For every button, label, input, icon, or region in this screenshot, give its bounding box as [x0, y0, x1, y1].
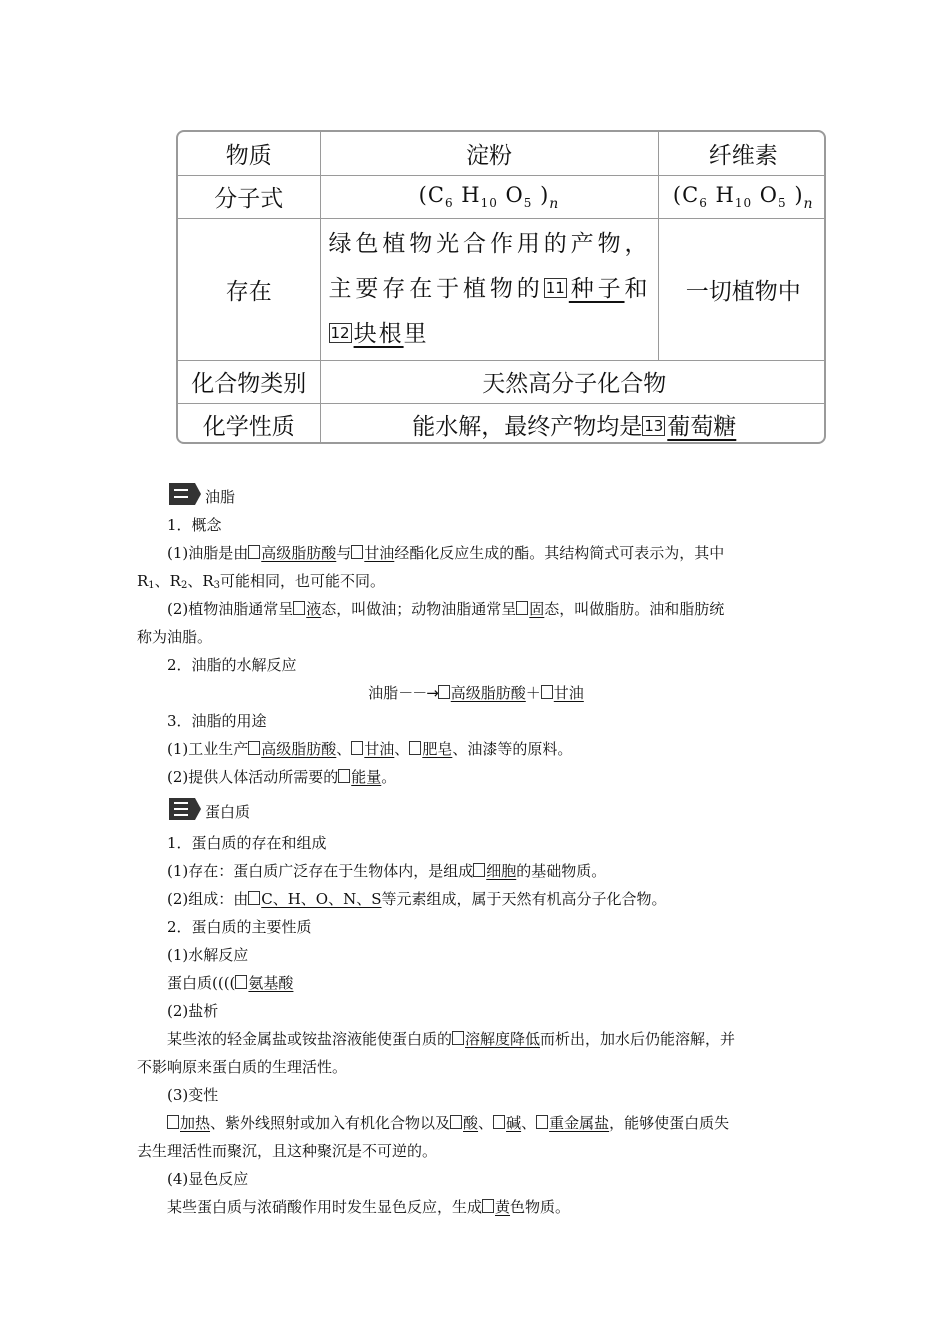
fat-heading-concept: 1．概念 [167, 516, 222, 534]
starch-exist-text: 绿色植物光合作用的产物，主要存在于植物的 11 种子和12 块根里 [328, 230, 650, 347]
reaction-arrow: －－→ [398, 684, 438, 702]
header-starch: 淀粉 [320, 132, 658, 175]
protein-hydrolysis-title: (1)水解反应 [167, 946, 249, 964]
fat-hydrolysis-equation: 油脂－－→ 高级脂肪酸＋ 甘油 [137, 679, 815, 707]
protein-color-title: (4)显色反应 [167, 1170, 249, 1188]
exist-label: 存在 [178, 218, 320, 360]
section-fat-title: 油脂 [205, 488, 236, 506]
table-row-category [178, 360, 826, 403]
section-two-icon [169, 483, 195, 505]
formula-label: 分子式 [178, 175, 320, 218]
fat-uses-1: (1)工业生产 高级脂肪酸、 甘油、 肥皂、油漆等的原料。 [167, 740, 573, 758]
protein-denature-p1-cont: 去生理活性而聚沉，且这种聚沉是不可逆的。 [137, 1142, 438, 1160]
fat-concept-p2-cont: 称为油脂。 [137, 628, 213, 646]
protein-salting-p1: 某些浓的轻金属盐或铵盐溶液能使蛋白质的 溶解度降低而析出，加水后仍能溶解，并 [167, 1030, 736, 1048]
fat-concept-p1: (1)油脂是由 高级脂肪酸与 甘油经酯化反应生成的酯。其结构简式可表示为，其中 [167, 544, 725, 562]
header-cellulose: 纤维素 [658, 132, 826, 175]
chem-label: 化学性质 [178, 403, 320, 444]
table-row-exist [178, 218, 826, 360]
category-value: 天然高分子化合物 [320, 360, 826, 403]
protein-heading-exist: 1．蛋白质的存在和组成 [167, 834, 327, 852]
protein-salting-title: (2)盐析 [167, 1002, 219, 1020]
protein-denature-p1: 加热、紫外线照射或加入有机化合物以及 酸、 碱、 重金属盐，能够使蛋白质失 [137, 1109, 815, 1137]
comparison-table [176, 130, 826, 444]
blank-number-11: 11 [545, 278, 565, 297]
starch-exist [320, 218, 658, 360]
fat-uses-2: (2)提供人体活动所需要的 能量。 [167, 768, 397, 786]
table-row-chem [178, 403, 826, 444]
blank-number-12: 12 [330, 323, 350, 342]
blank-number-13: 13 [644, 417, 664, 436]
fat-concept-p1-cont: $R_1$、$R_2$、$R_3$可能相同，也可能不同。 [137, 572, 386, 591]
starch-cellulose-table [178, 132, 826, 444]
section-three-icon [169, 798, 195, 820]
protein-salting-p1-cont: 不影响原来蛋白质的生理活性。 [137, 1058, 348, 1076]
fat-heading-uses: 3．油脂的用途 [167, 712, 267, 730]
header-substance: 物质 [178, 132, 320, 175]
category-label: 化合物类别 [178, 360, 320, 403]
section-fat-header [169, 482, 469, 510]
protein-exist-1: (1)存在：蛋白质广泛存在于生物体内，是组成 细胞的基础物质。 [167, 862, 607, 880]
cellulose-exist: 一切植物中 [658, 218, 826, 360]
fat-concept-p2: (2)植物油脂通常呈 液态，叫做油；动物油脂通常呈 固态，叫做脂肪。油和脂肪统 [167, 600, 725, 618]
protein-color-p1: 某些蛋白质与浓硝酸作用时发生显色反应，生成 黄色物质。 [167, 1198, 571, 1216]
chem-value: 能水解，最终产物均是 13 葡萄糖 [320, 403, 826, 444]
protein-heading-props: 2．蛋白质的主要性质 [167, 918, 312, 936]
fat-heading-hydrolysis: 2．油脂的水解反应 [167, 656, 297, 674]
table-row-formula [178, 175, 826, 218]
starch-formula: ($C_6$ $H_{10}$ $O_5$ )$_n$ [320, 175, 658, 218]
protein-hydrolysis-equation: 蛋白质(((( 氨基酸 [167, 974, 294, 992]
section-protein-header [169, 797, 469, 825]
table-row-header [178, 132, 826, 175]
cellulose-formula: ($C_6$ $H_{10}$ $O_5$ )$_n$ [658, 175, 826, 218]
protein-denature-title: (3)变性 [167, 1086, 219, 1104]
section-protein-title: 蛋白质 [205, 803, 251, 821]
protein-exist-2: (2)组成：由 C、H、O、N、S等元素组成，属于天然有机高分子化合物。 [167, 890, 667, 908]
